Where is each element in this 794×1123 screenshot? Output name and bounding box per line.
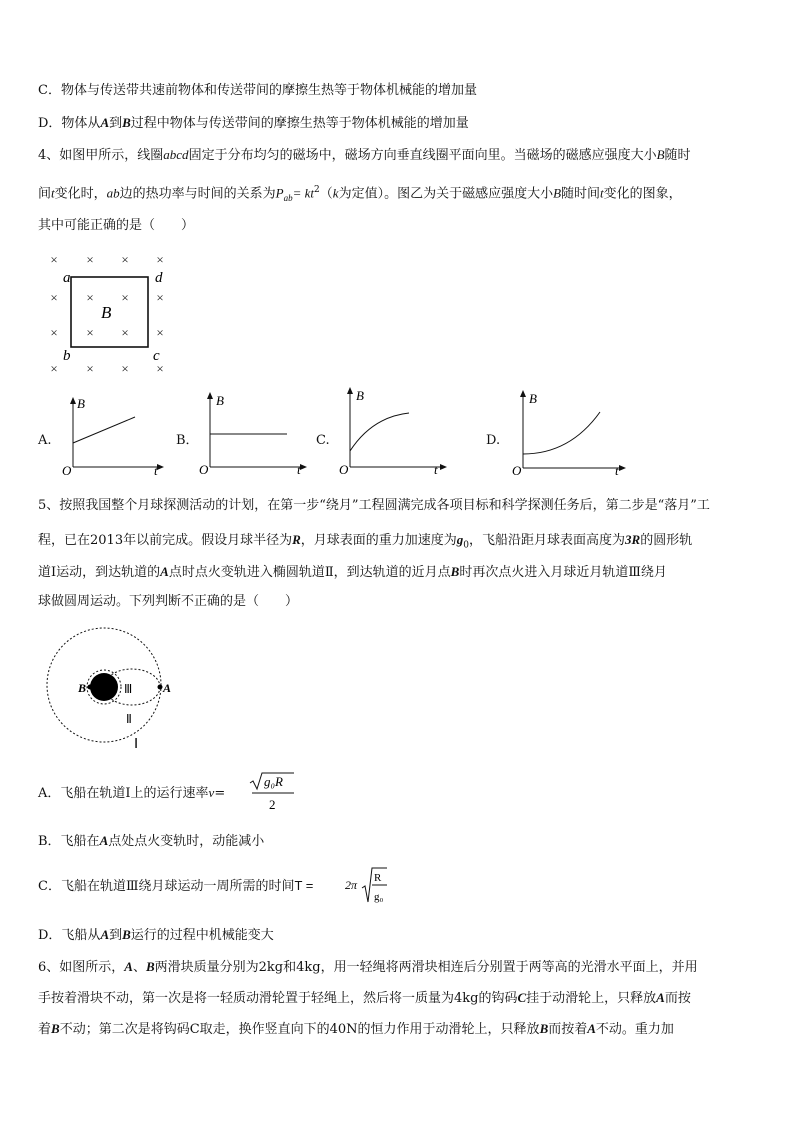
graph-d-x: t: [615, 463, 619, 476]
graph-d-origin: O: [512, 463, 522, 476]
q5-line4: 球做圆周运动。下列判断不正确的是（ ）: [38, 594, 299, 609]
svg-text:g₀: g₀: [374, 891, 384, 903]
option-b-label: B．: [176, 433, 199, 448]
graph-c-y: B: [356, 388, 364, 403]
svg-text:×: ×: [50, 290, 58, 305]
graph-b: [197, 390, 309, 475]
option-c-q3: C．物体与传送带共速前物体和传送带间的摩擦生热等于物体机械能的增加量: [38, 83, 477, 98]
svg-text:×: ×: [156, 290, 164, 305]
option-d-label: D.: [486, 433, 501, 448]
label-point-A: A: [163, 681, 172, 695]
q5-option-d: D．飞船从A到B运行的过程中机械能变大: [38, 927, 274, 943]
option-a-label: A.: [38, 433, 52, 448]
svg-text:×: ×: [86, 290, 94, 305]
svg-text:×: ×: [156, 252, 164, 267]
option-c-label: C.: [316, 433, 330, 448]
svg-text:×: ×: [121, 252, 129, 267]
coil-in-field-figure: [38, 250, 178, 380]
label-a: a: [63, 270, 71, 286]
svg-text:×: ×: [121, 325, 129, 340]
svg-text:×: ×: [86, 325, 94, 340]
svg-text:×: ×: [121, 361, 129, 376]
graph-c: [337, 385, 449, 475]
graph-b-origin: O: [199, 462, 209, 475]
graph-a-y: B: [77, 396, 85, 411]
svg-text:×: ×: [156, 361, 164, 376]
label-b: b: [63, 348, 71, 364]
label-field-B: B: [101, 303, 112, 322]
velocity-formula: [248, 771, 296, 813]
svg-text:2π: 2π: [345, 878, 358, 892]
graph-c-x: t: [434, 462, 438, 475]
svg-text:×: ×: [86, 252, 94, 267]
graph-a: [60, 395, 165, 475]
q5-option-c: C．飞船在轨道Ⅲ绕月球运动一周所需的时间T =: [38, 878, 314, 894]
svg-text:×: ×: [156, 325, 164, 340]
label-orbit-III: Ⅲ: [124, 682, 133, 696]
label-orbit-I: Ⅰ: [134, 737, 139, 752]
graph-a-x: t: [154, 463, 158, 475]
q6-line1: 6、如图所示，A、B两滑块质量分别为2kg和4kg，用一轻绳将两滑块相连后分别置于两等高的光滑水平面上，并用: [38, 959, 698, 975]
graph-d: [510, 388, 628, 476]
svg-text:×: ×: [50, 252, 58, 267]
graph-d-y: B: [529, 391, 537, 406]
q4-line1: 4、如图甲所示，线圈abcd固定于分布均匀的磁场中，磁场方向垂直线圈平面向里。当磁场的磁感应强度大小B随时: [38, 147, 691, 163]
label-c: c: [153, 348, 160, 364]
q5-option-b: B．飞船在A点处点火变轨时，动能减小: [38, 833, 265, 849]
svg-text:×: ×: [50, 361, 58, 376]
q5-option-a: A．飞船在轨道Ⅰ上的运行速率v=: [38, 785, 226, 801]
q6-line2: 手按着滑块不动，第一次是将一轻质动滑轮置于轻绳上，然后将一质量为4kg的钩码C挂于动滑轮上，只释放A而按: [38, 990, 691, 1006]
svg-text:×: ×: [86, 361, 94, 376]
q4-line2: 间t变化时，ab边的热功率与时间的关系为$P_{ab}= kt^2(k$为定值）。图乙为关于磁感应强度大小B随时间t变化的图象，: [38, 185, 682, 203]
svg-text:×: ×: [50, 325, 58, 340]
q6-line3: 着B不动；第二次是将钩码C取走，换作竖直向下的40N的恒力作用于动滑轮上，只释放B而按着A不动。重力加: [38, 1021, 674, 1037]
graph-c-origin: O: [339, 462, 349, 475]
label-orbit-II: Ⅱ: [126, 712, 132, 726]
option-d-q3: D．物体从A到B过程中物体与传送带间的摩擦生热等于物体机械能的增加量: [38, 115, 469, 131]
q5-line2: 程，已在2013年以前完成。假设月球半径为R，月球表面的重力加速度为$g_0$，飞船沿距月球表面高度为3R的圆形轨: [38, 532, 693, 551]
q5-line3: 道Ⅰ运动，到达轨道的A点时点火变轨进入椭圆轨道Ⅱ，到达轨道的近月点B时再次点火进入月球近月轨道Ⅲ绕月: [38, 564, 667, 580]
graph-a-origin: O: [62, 463, 72, 475]
orbit-figure: [38, 622, 188, 757]
svg-text:R: R: [374, 872, 382, 884]
period-formula: [345, 866, 390, 906]
graph-b-x: t: [297, 462, 301, 475]
label-d: d: [155, 270, 163, 286]
graph-b-y: B: [216, 393, 224, 408]
svg-text:g₀R: g₀R: [264, 774, 283, 789]
q5-line1: 5、按照我国整个月球探测活动的计划，在第一步“绕月”工程圆满完成各项目标和科学探测任务后，第二步是“落月”工: [38, 498, 710, 513]
label-point-B: B: [78, 681, 87, 695]
svg-text:×: ×: [121, 290, 129, 305]
svg-text:2: 2: [269, 797, 276, 812]
q4-line3: 其中可能正确的是（ ）: [38, 218, 195, 233]
